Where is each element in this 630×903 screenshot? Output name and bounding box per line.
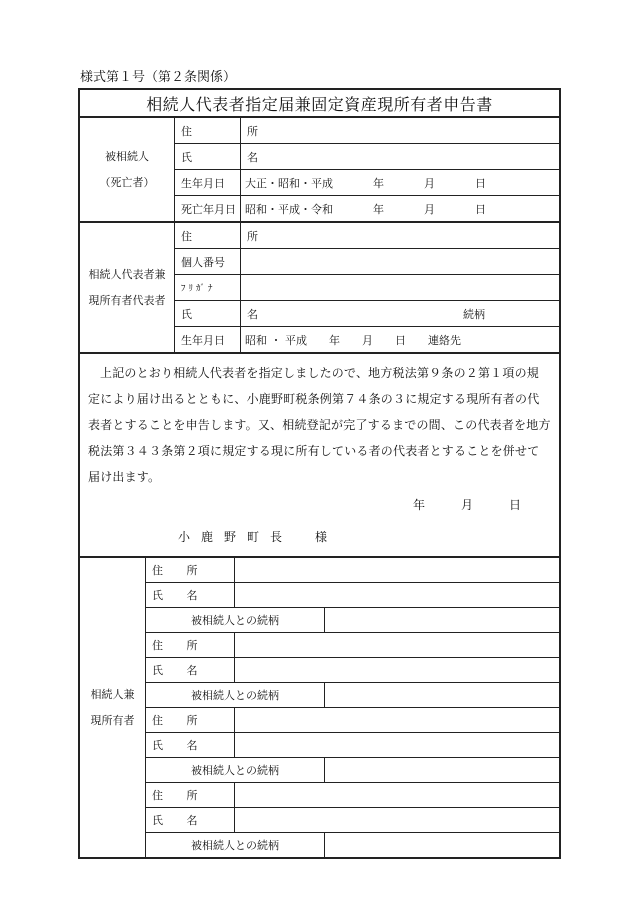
owner-label: 現所有者 (90, 713, 135, 727)
heir-3-address-field[interactable] (235, 708, 560, 733)
heir-4-name-field[interactable] (235, 808, 560, 833)
rep-id-field[interactable] (241, 249, 560, 275)
rep-address-field[interactable] (241, 223, 560, 249)
declaration-block (80, 354, 560, 557)
birth-era-options: 大正・昭和・平成 (245, 176, 333, 190)
relation-label: 続柄 (463, 307, 485, 321)
decedent-birth-field[interactable] (241, 170, 560, 196)
heir-2-relation-field[interactable] (325, 683, 560, 708)
declaration-section (79, 353, 560, 557)
death-era-options: 昭和・平成・令和 (245, 202, 333, 216)
decedent-death-field[interactable] (241, 196, 560, 222)
header-table (79, 89, 560, 117)
heir-3-name-field[interactable] (235, 733, 560, 758)
day-label: 日 (475, 202, 486, 216)
heir-2-address-field[interactable] (235, 633, 560, 658)
month-label: 月 (424, 202, 435, 216)
heir-2-address-label: 住 所 (146, 633, 235, 658)
heir-4-name-label: 氏 名 (146, 808, 235, 833)
heir-3-relation-field[interactable] (325, 758, 560, 783)
heir-3-address-label: 住 所 (146, 708, 235, 733)
heirs-section (79, 557, 560, 858)
rep-birth-field[interactable] (241, 327, 560, 353)
representative-label: 相続人代表者兼 (88, 267, 166, 281)
rep-furigana-field[interactable] (241, 275, 560, 301)
heir-1-relation-field[interactable] (325, 608, 560, 633)
heir-1-name-field[interactable] (235, 583, 560, 608)
rep-birth-era-options: 昭和 ・ 平成 (245, 333, 307, 347)
rep-furigana-label: ﾌﾘｶﾞﾅ (175, 275, 241, 301)
declaration-text: 上記のとおり相続人代表者を指定しましたので、地方税法第９条の２第１項の規定により届け出るとともに、小鹿野町税条例第７４条の３に規定する現所有者の代表者とすることを申告します。又、相続登記が完了するまでの間、この代表者を地方税法第３４３条第２項に規定する現に所有している者の代表者とすることを併せて届け出ます。 (88, 366, 551, 484)
addressee (88, 524, 551, 550)
heir-label: 相続人兼 (90, 687, 135, 701)
heir-2-name-label: 氏 名 (146, 658, 235, 683)
form-caption: 様式第１号（第２条関係） (80, 70, 237, 85)
decedent-address-field[interactable] (241, 118, 560, 144)
form (78, 88, 561, 859)
rep-address-label: 住 所 (175, 223, 241, 249)
decedent-death-label: 死亡年月日 (175, 196, 241, 222)
representative-section (79, 222, 560, 353)
decedent-group-label (80, 118, 175, 222)
decedent-name-label: 氏 名 (175, 144, 241, 170)
heir-4-relation-field[interactable] (325, 833, 560, 858)
form-title: 相続人代表者指定届兼固定資産現所有者申告書 (80, 90, 560, 117)
day-label: 日 (475, 176, 486, 190)
month-label: 月 (362, 333, 373, 347)
heir-1-address-label: 住 所 (146, 558, 235, 583)
heir-2-relation-label: 被相続人との続柄 (146, 683, 325, 708)
contact-label: 連絡先 (428, 333, 461, 347)
day-label: 日 (395, 333, 406, 347)
rep-name-label: 氏 名 (175, 301, 241, 327)
heir-4-address-label: 住 所 (146, 783, 235, 808)
year-label: 年 (373, 202, 384, 216)
heir-1-address-field[interactable] (235, 558, 560, 583)
month-label: 月 (424, 176, 435, 190)
decedent-address-label: 住 所 (175, 118, 241, 144)
heir-4-address-field[interactable] (235, 783, 560, 808)
year-label: 年 (412, 498, 425, 512)
year-label: 年 (373, 176, 384, 190)
rep-name-field[interactable] (241, 301, 560, 327)
heir-2-name-field[interactable] (235, 658, 560, 683)
deceased-label: （死亡者） (99, 175, 155, 189)
addressee-name: 小鹿野町長 (178, 530, 294, 544)
year-label: 年 (329, 333, 340, 347)
heir-3-name-label: 氏 名 (146, 733, 235, 758)
heir-1-relation-label: 被相続人との続柄 (146, 608, 325, 633)
representative-group-label (80, 223, 175, 353)
addressee-honorific: 様 (315, 530, 339, 544)
declaration-date[interactable] (88, 492, 551, 518)
heir-1-name-label: 氏 名 (146, 583, 235, 608)
owner-representative-label: 現所有者代表者 (88, 293, 166, 307)
heir-3-relation-label: 被相続人との続柄 (146, 758, 325, 783)
heir-4-relation-label: 被相続人との続柄 (146, 833, 325, 858)
decedent-section (79, 117, 560, 222)
decedent-name-field[interactable] (241, 144, 560, 170)
month-label: 月 (460, 498, 473, 512)
decedent-label: 被相続人 (105, 149, 149, 163)
decedent-birth-label: 生年月日 (175, 170, 241, 196)
rep-id-label: 個人番号 (175, 249, 241, 275)
rep-birth-label: 生年月日 (175, 327, 241, 353)
day-label: 日 (508, 498, 521, 512)
heirs-group-label (80, 558, 146, 858)
